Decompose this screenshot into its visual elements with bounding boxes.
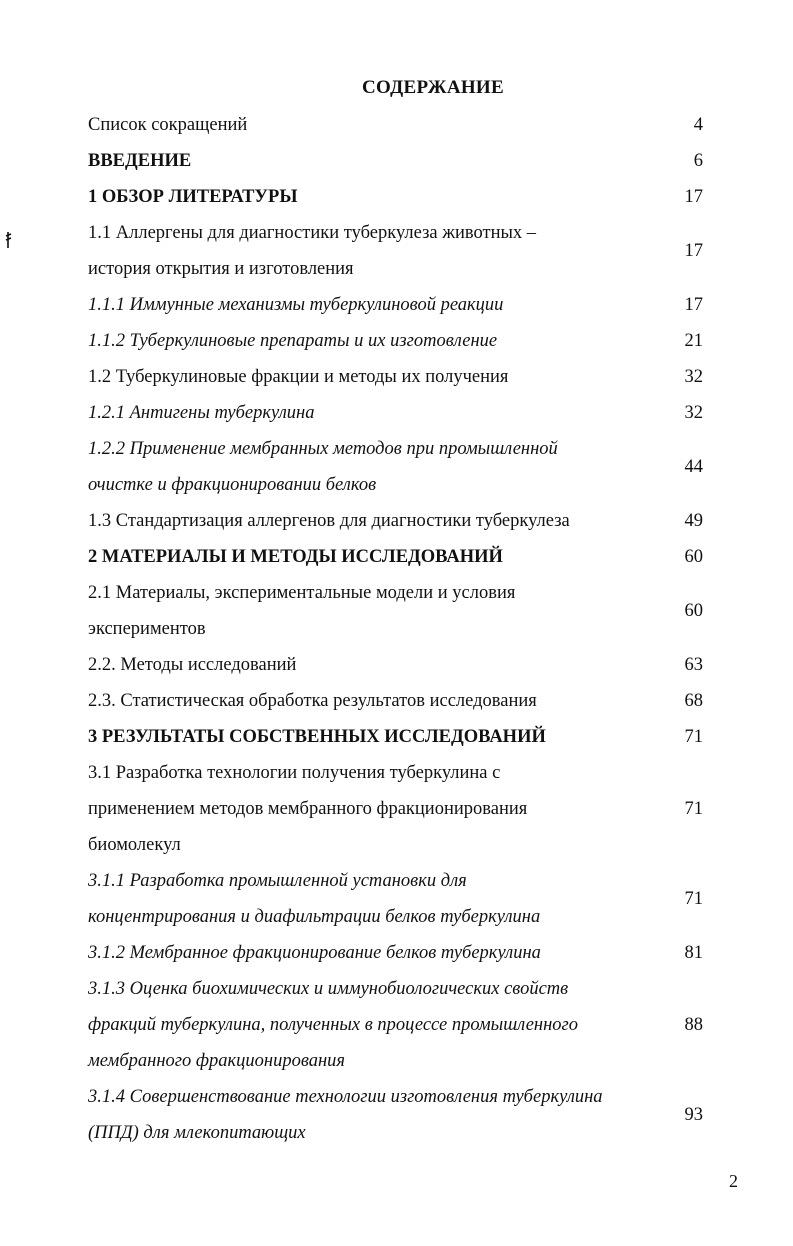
toc-entry xyxy=(88,863,703,935)
toc-entry-line: 3.1.3 Оценка биохимических и иммунобиологических свойств xyxy=(88,979,569,999)
toc-entry xyxy=(88,215,703,287)
toc-entry-page: 60 xyxy=(684,546,703,567)
toc-entry-line: 2.3. Статистическая обработка результатов исследования xyxy=(88,691,537,711)
toc-entry-page: 17 xyxy=(684,240,703,261)
toc-entry-line: 2 МАТЕРИАЛЫ И МЕТОДЫ ИССЛЕДОВАНИЙ xyxy=(88,547,503,567)
toc-entry-title xyxy=(88,971,648,1079)
toc-entry-page: 4 xyxy=(693,114,703,135)
toc-entry xyxy=(88,179,703,215)
toc-entry-line: концентрирования и диафильтрации белков туберкулина xyxy=(88,907,541,927)
toc-entry xyxy=(88,971,703,1079)
toc-entry-title xyxy=(88,395,648,431)
toc-entry-line: применением методов мембранного фракционирования xyxy=(88,799,528,819)
toc-entry-title xyxy=(88,575,648,647)
toc-entry-title xyxy=(88,719,648,755)
toc-entry-title xyxy=(88,935,648,971)
toc-entry-title xyxy=(88,143,648,179)
toc-entry-line: история открытия и изготовления xyxy=(88,259,354,279)
toc-entry-line: мембранного фракционирования xyxy=(88,1051,346,1071)
toc-entry xyxy=(88,395,703,431)
toc-entry-line: (ППД) для млекопитающих xyxy=(88,1123,306,1143)
toc-entry-title xyxy=(88,647,648,683)
toc-entry-page: 21 xyxy=(684,330,703,351)
toc-entry xyxy=(88,647,703,683)
toc-entry-title xyxy=(88,179,648,215)
page-number: 2 xyxy=(729,1171,738,1191)
toc-entry-page: 63 xyxy=(684,654,703,675)
toc-entry-page: 93 xyxy=(684,1104,703,1125)
toc-entry xyxy=(88,359,703,395)
toc-entry-line: 1 ОБЗОР ЛИТЕРАТУРЫ xyxy=(88,187,298,207)
toc-entry-title xyxy=(88,863,648,935)
toc-entry-line: 1.2 Туберкулиновые фракции и методы их получения xyxy=(88,367,509,387)
toc-entry-line: 1.1 Аллергены для диагностики туберкулеза животных – xyxy=(88,223,537,243)
toc-entry-page: 32 xyxy=(684,366,703,387)
scan-artifact-mark xyxy=(5,232,12,248)
page-title: СОДЕРЖАНИЕ xyxy=(362,77,504,98)
toc-entry xyxy=(88,683,703,719)
toc-entry-page: 17 xyxy=(684,294,703,315)
toc-entry-line: 3.1.1 Разработка промышленной установки для xyxy=(88,871,467,891)
toc-entry-line: биомолекул xyxy=(88,835,181,855)
toc-entry-page: 71 xyxy=(684,798,703,819)
toc-entry xyxy=(88,575,703,647)
toc-entry-line: 1.2.2 Применение мембранных методов при промышленной xyxy=(88,439,558,459)
toc-entry xyxy=(88,1079,703,1151)
toc-entry-title xyxy=(88,323,648,359)
toc-entry-page: 68 xyxy=(684,690,703,711)
toc-entry-line: 3.1.2 Мембранное фракционирование белков туберкулина xyxy=(88,943,541,963)
toc-entry-title xyxy=(88,539,648,575)
toc-entry xyxy=(88,755,703,863)
toc-entry xyxy=(88,503,703,539)
toc-entry-page: 49 xyxy=(684,510,703,531)
toc-entry-title xyxy=(88,287,648,323)
toc-entry-line: экспериментов xyxy=(88,619,206,639)
toc-entry xyxy=(88,539,703,575)
toc-entry-page: 6 xyxy=(693,150,703,171)
toc-entry-page: 17 xyxy=(684,186,703,207)
toc-entry-line: 1.1.2 Туберкулиновые препараты и их изготовление xyxy=(88,331,498,351)
toc-entry-page: 71 xyxy=(684,726,703,747)
toc-entry-line: 1.1.1 Иммунные механизмы туберкулиновой реакции xyxy=(88,295,504,315)
toc-entry xyxy=(88,323,703,359)
toc-entry-title xyxy=(88,755,648,863)
toc-entry-page: 44 xyxy=(684,456,703,477)
toc-entry-title xyxy=(88,683,648,719)
toc-entry-line: 2.1 Материалы, экспериментальные модели и условия xyxy=(88,583,516,603)
toc-entry-title xyxy=(88,503,648,539)
toc-entry-title xyxy=(88,107,648,143)
toc-entry xyxy=(88,287,703,323)
toc-entry-line: фракций туберкулина, полученных в процессе промышленного xyxy=(88,1015,578,1035)
toc-entry-line: очистке и фракционировании белков xyxy=(88,475,377,495)
toc-entry xyxy=(88,935,703,971)
toc-entry-title xyxy=(88,1079,648,1151)
toc-entry xyxy=(88,107,703,143)
toc-entry-title xyxy=(88,431,648,503)
toc-entry-page: 32 xyxy=(684,402,703,423)
toc-entry-line: 1.3 Стандартизация аллергенов для диагностики туберкулеза xyxy=(88,511,570,531)
toc-entry-line: 3.1 Разработка технологии получения туберкулина с xyxy=(88,763,501,783)
toc-entry-line: 3 РЕЗУЛЬТАТЫ СОБСТВЕННЫХ ИССЛЕДОВАНИЙ xyxy=(88,727,546,747)
toc-entry-line: 3.1.4 Совершенствование технологии изготовления туберкулина xyxy=(88,1087,603,1107)
toc-entry-page: 88 xyxy=(684,1014,703,1035)
toc-entry-page: 71 xyxy=(684,888,703,909)
toc-entry xyxy=(88,431,703,503)
toc-entry-line: Список сокращений xyxy=(88,115,248,135)
toc-entry xyxy=(88,719,703,755)
toc-entry-title xyxy=(88,215,648,287)
toc-entry-line: 2.2. Методы исследований xyxy=(88,655,297,675)
toc-entry-page: 60 xyxy=(684,600,703,621)
toc-entry-line: 1.2.1 Антигены туберкулина xyxy=(88,403,315,423)
toc-entry-page: 81 xyxy=(684,942,703,963)
toc-entry xyxy=(88,143,703,179)
toc-entry-title xyxy=(88,359,648,395)
toc-entry-line: ВВЕДЕНИЕ xyxy=(88,151,192,171)
